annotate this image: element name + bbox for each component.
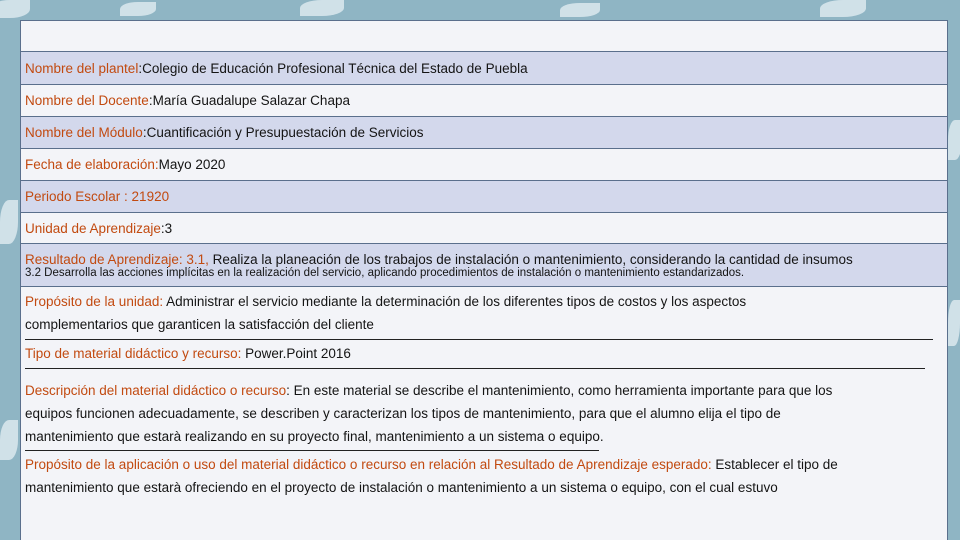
- info-row-fecha: [21, 148, 947, 180]
- row-value: Realiza la planeación de los trabajos de instalación o mantenimiento, considerando la cantidad de insumos: [208, 251, 853, 267]
- row-value: Colegio de Educación Profesional Técnica del Estado de Puebla: [142, 60, 528, 76]
- row-label: Resultado de Aprendizaje: 3.1,: [25, 251, 209, 267]
- background-leaf-decoration: [948, 120, 960, 160]
- row-label: Nombre del Docente: [25, 93, 149, 108]
- background-leaf-decoration: [0, 420, 18, 460]
- background-leaf-decoration: [560, 3, 600, 17]
- info-row-modulo: Nombre del Módulo : Cuantificación y Presupuestación de Servicios: [21, 116, 947, 148]
- row-label: Fecha de elaboración:: [25, 157, 159, 172]
- proposito-aplicacion-label: Propósito de la aplicación o uso del material didáctico o recurso en relación al Resultado de Aprendizaje esperado:: [25, 457, 712, 472]
- background-leaf-decoration: [0, 0, 30, 18]
- tipo-material-label: Tipo de material didáctico y recurso:: [25, 346, 242, 361]
- info-row-unidad: Unidad de Aprendizaje : 3: [21, 212, 947, 243]
- background-leaf-decoration: [820, 0, 866, 17]
- separator-line: [25, 339, 933, 340]
- document-card: [20, 20, 948, 540]
- tipo-material-line: [25, 342, 943, 365]
- row-label: Nombre del plantel: [25, 60, 139, 76]
- descripcion-label: Descripción del material didáctico o recurso: [25, 383, 287, 398]
- row-value: María Guadalupe Salazar Chapa: [152, 93, 350, 108]
- row-value: Cuantificación y Presupuestación de Servicios: [146, 125, 424, 140]
- info-row-plantel: Nombre del plantel : Colegio de Educación Profesional Técnica del Estado de Puebla: [21, 51, 947, 84]
- resultado-subline: 3.2 Desarrolla las acciones implícitas en la realización del servicio, aplicando procedimientos de instalación o mantenimiento estandarizados.: [25, 266, 745, 279]
- tipo-material-value: Power.Point 2016: [241, 346, 351, 361]
- proposito-unidad-line: Propósito de la unidad: Administrar el servicio mediante la determinación de los diferentes tipos de costos y los aspectos: [25, 294, 747, 309]
- descripcion-line: Descripción del material didáctico o recurso: En este material se describe el mantenimiento, como herramienta importante para que los: [25, 383, 833, 398]
- row-label: Unidad de Aprendizaje: [25, 220, 161, 236]
- background-leaf-decoration: [120, 2, 156, 16]
- row-value: Mayo 2020: [158, 157, 226, 172]
- background-leaf-decoration: [948, 300, 960, 346]
- background-leaf-decoration: [300, 0, 344, 16]
- row-label: Periodo Escolar : 21920: [25, 189, 170, 204]
- info-row-resultado: [21, 243, 947, 286]
- proposito-aplicacion-line: Propósito de la aplicación o uso del material didáctico o recurso en relación al Resultado de Aprendizaje esperado: Establecer el tipo de: [25, 457, 838, 472]
- description-block: Propósito de la unidad: Administrar el servicio mediante la determinación de los diferentes tipos de costos y los aspectos complementarios que garanticen la satisfacción del cliente Tipo de material didáctico y recurso: Power.Point 2016 Descripción del material didáctico o recurso: En este material se describe el mantenimiento, como herramienta importante para que los equipos funcionen adecuadamente, se describen y caracterizan los tipos de mantenimiento, para que el alumno elija el tipo de mantenimiento que estarà realizando en su proyecto final, mantenimiento a un sistema o equipo. Propósito de la aplicación o uso del material didáctico o recurso en relación al Resultado de Aprendizaje esperado: Establecer el tipo de mantenimiento que estarà ofreciendo en el proyecto de instalación o mantenimiento a un sistema o equipo, con el cual estuvo: [21, 286, 947, 540]
- separator-line: [25, 368, 925, 369]
- background-leaf-decoration: [0, 200, 18, 244]
- proposito-unidad-label: Propósito de la unidad:: [25, 294, 164, 309]
- row-value: 3: [164, 220, 173, 236]
- separator-line: [25, 450, 599, 451]
- info-row-docente: Nombre del Docente : María Guadalupe Salazar Chapa: [21, 84, 947, 116]
- info-row-periodo: [21, 180, 947, 212]
- row-label: Nombre del Módulo: [25, 125, 143, 140]
